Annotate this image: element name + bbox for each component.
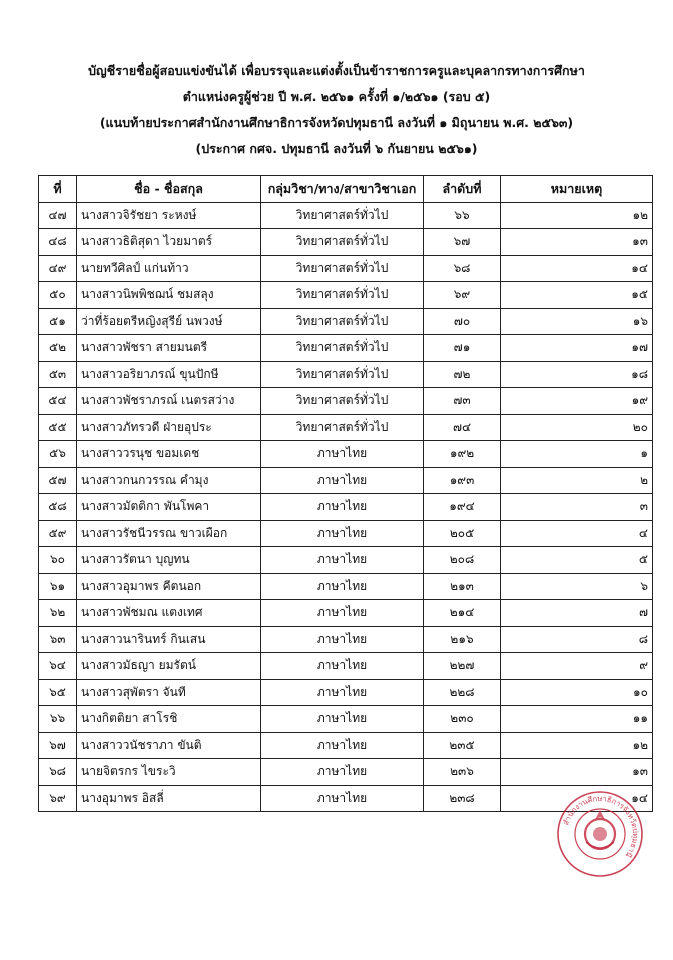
- cell-remark: ๑๗: [501, 335, 653, 362]
- cell-remark: ๔: [501, 520, 653, 547]
- cell-number: ๖๓: [39, 626, 77, 653]
- cell-subject: ภาษาไทย: [261, 547, 424, 574]
- cell-subject: ภาษาไทย: [261, 732, 424, 759]
- cell-order: ๒๑๓: [424, 573, 501, 600]
- cell-order: ๗๑: [424, 335, 501, 362]
- cell-order: ๗๓: [424, 388, 501, 415]
- cell-number: ๔๗: [39, 202, 77, 229]
- cell-order: ๖๙: [424, 282, 501, 309]
- cell-subject: วิทยาศาสตร์ทั่วไป: [261, 388, 424, 415]
- table-row: [39, 361, 653, 388]
- cell-name: นางสาวมัตติกา พันโพคา: [77, 494, 261, 521]
- cell-order: ๒๒๘: [424, 679, 501, 706]
- cell-order: ๑๙๒: [424, 441, 501, 468]
- cell-name: ว่าที่ร้อยตรีหญิงสุรีย์ นพวงษ์: [77, 308, 261, 335]
- cell-order: ๒๐๘: [424, 547, 501, 574]
- cell-subject: ภาษาไทย: [261, 520, 424, 547]
- cell-subject: ภาษาไทย: [261, 494, 424, 521]
- cell-subject: วิทยาศาสตร์ทั่วไป: [261, 414, 424, 441]
- cell-name: นางสาวธิติสุดา ไวยมาตร์: [77, 229, 261, 256]
- cell-remark: ๑๓: [501, 759, 653, 786]
- table-row: [39, 706, 653, 733]
- column-header-subject: กลุ่มวิชา/ทาง/สาขาวิชาเอก: [261, 176, 424, 203]
- cell-name: นางสาวนารินทร์ กินเสน: [77, 626, 261, 653]
- column-header-no: ที่: [39, 176, 77, 203]
- cell-subject: วิทยาศาสตร์ทั่วไป: [261, 335, 424, 362]
- cell-number: ๔๘: [39, 229, 77, 256]
- candidate-table: [38, 175, 653, 812]
- cell-remark: ๖: [501, 573, 653, 600]
- table-row: [39, 653, 653, 680]
- cell-remark: ๑๖: [501, 308, 653, 335]
- cell-order: ๒๓๐: [424, 706, 501, 733]
- cell-order: ๑๙๓: [424, 467, 501, 494]
- cell-name: นายทวีศิลป์ แก่นท้าว: [77, 255, 261, 282]
- cell-name: นางสาวอุมาพร คีตนอก: [77, 573, 261, 600]
- table-row: [39, 255, 653, 282]
- cell-remark: ๑๒: [501, 202, 653, 229]
- cell-order: ๒๓๘: [424, 785, 501, 812]
- cell-subject: วิทยาศาสตร์ทั่วไป: [261, 361, 424, 388]
- cell-subject: ภาษาไทย: [261, 600, 424, 627]
- table-row: [39, 441, 653, 468]
- cell-remark: ๘: [501, 626, 653, 653]
- cell-remark: ๑: [501, 441, 653, 468]
- cell-number: ๕๐: [39, 282, 77, 309]
- cell-number: ๕๕: [39, 414, 77, 441]
- cell-name: นางอุมาพร อิสลี่: [77, 785, 261, 812]
- column-header-remark: หมายเหตุ: [501, 176, 653, 203]
- table-row: [39, 308, 653, 335]
- table-row: [39, 679, 653, 706]
- cell-subject: ภาษาไทย: [261, 626, 424, 653]
- cell-remark: ๓: [501, 494, 653, 521]
- cell-name: นางสาวพัชรา สายมนตรี: [77, 335, 261, 362]
- table-row: [39, 467, 653, 494]
- table-row: [39, 759, 653, 786]
- cell-number: ๖๕: [39, 679, 77, 706]
- table-row: [39, 414, 653, 441]
- cell-subject: วิทยาศาสตร์ทั่วไป: [261, 282, 424, 309]
- cell-name: นางสาวพัชราภรณ์ เนตรสว่าง: [77, 388, 261, 415]
- cell-name: นางสาวสุพัตรา จันที: [77, 679, 261, 706]
- cell-number: ๕๑: [39, 308, 77, 335]
- cell-number: ๕๙: [39, 520, 77, 547]
- cell-subject: ภาษาไทย: [261, 653, 424, 680]
- cell-number: ๕๓: [39, 361, 77, 388]
- cell-subject: ภาษาไทย: [261, 706, 424, 733]
- cell-name: นางสาวรัชนีวรรณ ขาวเผือก: [77, 520, 261, 547]
- cell-name: นางกิตติยา สาโรชิ: [77, 706, 261, 733]
- cell-number: ๔๙: [39, 255, 77, 282]
- cell-remark: ๑๘: [501, 361, 653, 388]
- table-row: [39, 388, 653, 415]
- office-seal-stamp: [556, 790, 644, 878]
- cell-remark: ๑๓: [501, 229, 653, 256]
- cell-remark: ๑๙: [501, 388, 653, 415]
- column-header-name: ชื่อ - ชื่อสกุล: [77, 176, 261, 203]
- cell-subject: ภาษาไทย: [261, 679, 424, 706]
- cell-order: ๖๘: [424, 255, 501, 282]
- cell-order: ๗๒: [424, 361, 501, 388]
- cell-subject: วิทยาศาสตร์ทั่วไป: [261, 255, 424, 282]
- cell-subject: วิทยาศาสตร์ทั่วไป: [261, 229, 424, 256]
- cell-number: ๖๒: [39, 600, 77, 627]
- cell-subject: วิทยาศาสตร์ทั่วไป: [261, 202, 424, 229]
- table-row: [39, 282, 653, 309]
- cell-remark: ๙: [501, 653, 653, 680]
- cell-name: นางสาวภัทรวดี ฝ่ายอุประ: [77, 414, 261, 441]
- title-line-4: (ประกาศ กศจ. ปทุมธานี ลงวันที่ ๖ กันยายน ๒๕๖๑): [195, 141, 478, 156]
- table-row: [39, 732, 653, 759]
- document-header: [0, 58, 673, 162]
- cell-order: ๖๖: [424, 202, 501, 229]
- title-line-1: บัญชีรายชื่อผู้สอบแข่งขันได้ เพื่อบรรจุและแต่งตั้งเป็นข้าราชการครูและบุคลากรทางการศึกษา: [88, 63, 585, 78]
- cell-number: ๖๗: [39, 732, 77, 759]
- cell-remark: ๑๒: [501, 732, 653, 759]
- cell-order: ๒๓๕: [424, 732, 501, 759]
- cell-order: ๒๒๗: [424, 653, 501, 680]
- cell-remark: ๑๔: [501, 785, 653, 812]
- cell-name: นางสาวอริยาภรณ์ ขุนปักษี: [77, 361, 261, 388]
- column-header-order: ลำดับที่: [424, 176, 501, 203]
- cell-remark: ๒: [501, 467, 653, 494]
- title-line-3: (แนบท้ายประกาศสำนักงานศึกษาธิการจังหวัดปทุมธานี ลงวันที่ ๑ มิถุนายน พ.ศ. ๒๕๖๓): [99, 115, 574, 130]
- table-row: [39, 573, 653, 600]
- cell-remark: ๑๐: [501, 679, 653, 706]
- cell-number: ๖๙: [39, 785, 77, 812]
- cell-subject: ภาษาไทย: [261, 573, 424, 600]
- table-row: [39, 229, 653, 256]
- cell-number: ๖๔: [39, 653, 77, 680]
- cell-remark: ๕: [501, 547, 653, 574]
- cell-order: ๒๑๔: [424, 600, 501, 627]
- cell-name: นางสาวมัธญา ยมรัตน์: [77, 653, 261, 680]
- cell-name: นางสาววรนุช ขอมเดช: [77, 441, 261, 468]
- cell-remark: ๑๕: [501, 282, 653, 309]
- cell-name: นางสาวนิพพิชฌน์ ชมสลุง: [77, 282, 261, 309]
- title-line-2: ตำแหน่งครูผู้ช่วย ปี พ.ศ. ๒๕๖๑ ครั้งที่ ๑/๒๕๖๑ (รอบ ๕): [182, 89, 491, 104]
- cell-order: ๒๐๕: [424, 520, 501, 547]
- cell-order: ๑๙๔: [424, 494, 501, 521]
- cell-name: นางสาวจิรัชยา ระหงษ์: [77, 202, 261, 229]
- cell-order: ๗๔: [424, 414, 501, 441]
- cell-remark: ๗: [501, 600, 653, 627]
- cell-number: ๖๘: [39, 759, 77, 786]
- svg-text:สำนักงานศึกษาธิการจังหวัดปทุมธ: สำนักงานศึกษาธิการจังหวัดปทุมธานี: [561, 793, 641, 860]
- cell-number: ๕๖: [39, 441, 77, 468]
- cell-subject: ภาษาไทย: [261, 785, 424, 812]
- cell-order: ๖๗: [424, 229, 501, 256]
- table-row: [39, 520, 653, 547]
- cell-number: ๕๔: [39, 388, 77, 415]
- cell-number: ๖๑: [39, 573, 77, 600]
- table-body: [39, 202, 653, 812]
- cell-name: นายจิตรกร ไขระวิ: [77, 759, 261, 786]
- cell-remark: ๒๐: [501, 414, 653, 441]
- cell-subject: ภาษาไทย: [261, 467, 424, 494]
- cell-remark: ๑๔: [501, 255, 653, 282]
- cell-subject: ภาษาไทย: [261, 759, 424, 786]
- cell-subject: วิทยาศาสตร์ทั่วไป: [261, 308, 424, 335]
- cell-order: ๒๑๖: [424, 626, 501, 653]
- table-header-row: [39, 176, 653, 203]
- table-row: [39, 202, 653, 229]
- cell-number: ๕๒: [39, 335, 77, 362]
- cell-number: ๕๗: [39, 467, 77, 494]
- cell-order: ๗๐: [424, 308, 501, 335]
- cell-subject: ภาษาไทย: [261, 441, 424, 468]
- table-row: [39, 494, 653, 521]
- cell-number: ๖๐: [39, 547, 77, 574]
- cell-name: นางสาวรัตนา บุญทน: [77, 547, 261, 574]
- cell-name: นางสาวพัชมณ แตงเทศ: [77, 600, 261, 627]
- table-row: [39, 626, 653, 653]
- cell-number: ๖๖: [39, 706, 77, 733]
- cell-number: ๕๘: [39, 494, 77, 521]
- table-row: [39, 600, 653, 627]
- cell-order: ๒๓๖: [424, 759, 501, 786]
- table-row: [39, 547, 653, 574]
- cell-name: นางสาวกนกวรรณ คำมุง: [77, 467, 261, 494]
- cell-remark: ๑๑: [501, 706, 653, 733]
- table-row: [39, 335, 653, 362]
- cell-name: นางสาววนัชราภา ขันติ: [77, 732, 261, 759]
